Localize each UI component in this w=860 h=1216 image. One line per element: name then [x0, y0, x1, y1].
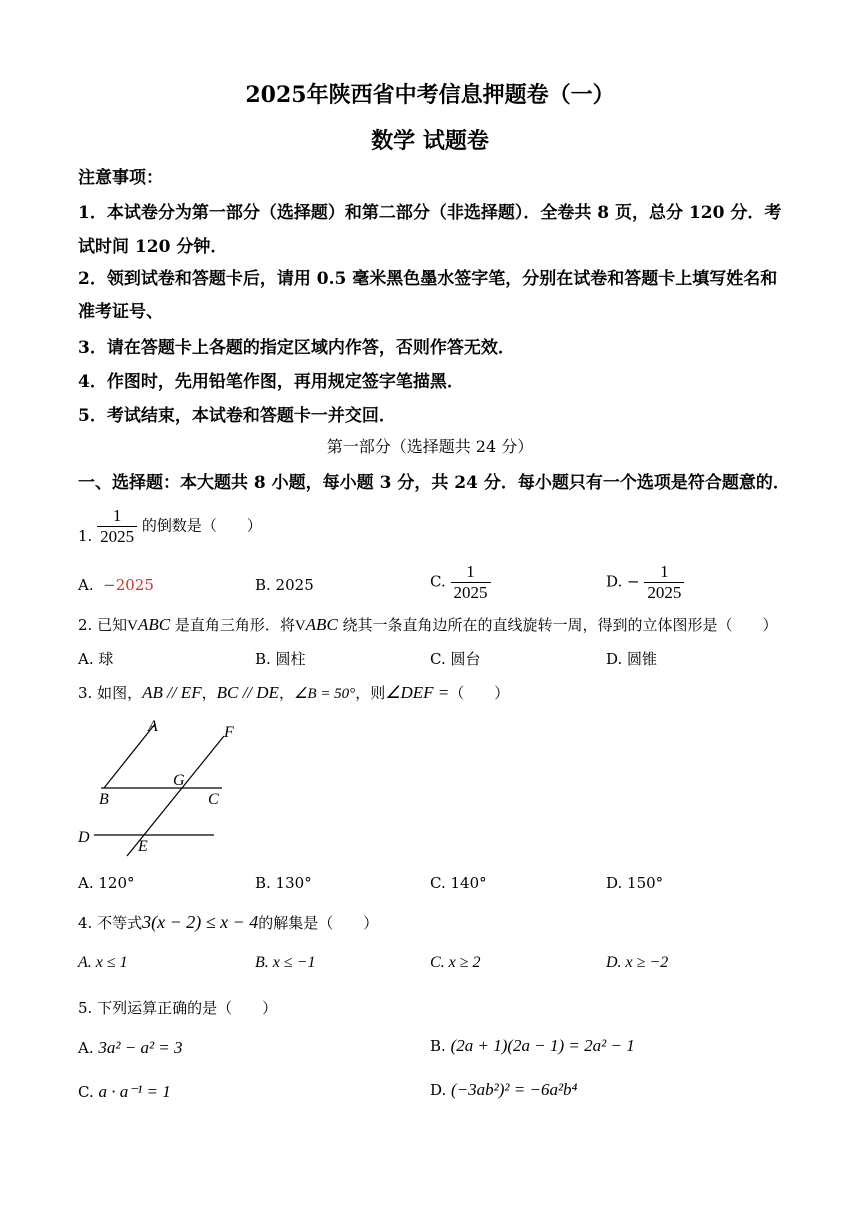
page-subtitle: 数学 试题卷 — [371, 128, 489, 154]
point-d-label: D — [78, 829, 90, 846]
notice-item-2-line-1: 2．领到试卷和答题卡后，请用 0.5 毫米黑色墨水签字笔，分别在试卷和答题卡上填写姓名和 — [78, 269, 778, 289]
q5-option-a-label: A. — [78, 1039, 99, 1057]
question-2-stem-a: 2. 已知 — [78, 616, 128, 634]
q3-option-b: B. 130° — [255, 874, 312, 892]
triangle-name: ABC — [305, 615, 338, 634]
q1-option-d-denominator: 2025 — [644, 582, 684, 603]
q1-option-a-label: A. — [78, 576, 94, 594]
q2-option-c: C. 圆台 — [430, 650, 481, 668]
q3-option-a: A. 120° — [78, 874, 135, 892]
condition-parallel-ab-ef: AB // EF — [142, 683, 202, 702]
q1-option-c-denominator: 2025 — [451, 582, 491, 603]
part1-heading: 第一部分（选择题共 24 分） — [326, 437, 534, 456]
asked-angle-def: ∠DEF = — [385, 683, 450, 702]
q5-option-c-label: C. — [78, 1083, 99, 1101]
question-2-stem-b: 是直角三角形．将 — [170, 616, 295, 634]
q3-option-d: D. 150° — [606, 874, 664, 892]
q1-option-c-label: C. — [430, 572, 446, 591]
q4-option-b: B. x ≤ −1 — [255, 954, 316, 971]
section-heading: 一、选择题：本大题共 8 小题，每小题 3 分，共 24 分．每小题只有一个选项是符合题意的． — [78, 473, 790, 493]
q1-option-c-numerator: 1 — [466, 562, 475, 581]
q1-option-d-label: D. — [606, 572, 623, 591]
notice-item-4: 4．作图时，先用铅笔作图，再用规定签字笔描黑． — [78, 372, 464, 392]
question-1-fraction — [97, 506, 137, 547]
notice-item-5: 5．考试结束，本试卷和答题卡一并交回． — [78, 406, 396, 426]
question-1 — [78, 506, 262, 547]
question-4-stem-a: 4. 不等式 — [78, 914, 143, 932]
q1-option-c-fraction — [451, 562, 491, 603]
question-1-fraction-numerator: 1 — [112, 506, 122, 525]
q5-option-c — [78, 1082, 171, 1102]
q2-option-d: D. 圆锥 — [606, 650, 658, 668]
question-3-stem-b: ，则 — [355, 684, 386, 702]
question-1-fraction-denominator: 2025 — [97, 526, 137, 547]
q5-option-b — [430, 1036, 635, 1056]
q1-option-a-value: −2025 — [103, 576, 154, 594]
question-4 — [78, 912, 378, 933]
point-g-label: G — [173, 772, 185, 789]
triangle-symbol: V — [294, 618, 306, 634]
point-b-label: B — [99, 791, 109, 808]
question-2-stem-c: 绕其一条直角边所在的直线旋转一周，得到的立体图形是（ ） — [337, 616, 778, 634]
notice-heading: 注意事项： — [78, 168, 163, 188]
separator: ， — [278, 684, 294, 702]
q4-option-d: D. x ≥ −2 — [606, 954, 669, 971]
separator: ， — [201, 684, 217, 702]
condition-parallel-bc-de: BC // DE — [216, 683, 279, 702]
question-4-stem-b: 的解集是（ ） — [258, 914, 379, 932]
q4-option-a: A. x ≤ 1 — [78, 954, 128, 971]
q1-option-a — [78, 576, 154, 594]
q1-option-d-numerator: 1 — [660, 562, 669, 581]
q5-option-a — [78, 1038, 183, 1058]
q5-option-c-expr: a · a⁻¹ = 1 — [98, 1082, 171, 1101]
point-e-label: E — [138, 838, 148, 855]
notice-item-1-line-1: 1．本试卷分为第一部分（选择题）和第二部分（非选择题）．全卷共 8 页，总分 120 分．考 — [78, 203, 782, 223]
triangle-symbol: V — [127, 618, 138, 634]
question-1-number: 1. — [78, 527, 93, 545]
question-1-stem: 的倒数是（ ） — [141, 516, 262, 535]
geometry-figure — [72, 714, 232, 864]
point-f-label: F — [224, 724, 234, 741]
q2-option-a: A. 球 — [78, 650, 114, 668]
condition-angle-b: ∠B = 50° — [293, 686, 356, 702]
q5-option-a-expr: 3a² − a² = 3 — [98, 1038, 183, 1057]
q1-option-d-fraction — [644, 562, 684, 603]
notice-item-1-line-2: 试时间 120 分钟． — [78, 237, 228, 257]
notice-item-3: 3．请在答题卡上各题的指定区域内作答，否则作答无效． — [78, 338, 515, 358]
question-2 — [78, 614, 778, 635]
question-3 — [78, 682, 509, 703]
q5-option-d-label: D. — [430, 1081, 452, 1099]
question-5: 5. 下列运算正确的是（ ） — [78, 999, 278, 1017]
q1-option-d — [606, 562, 684, 603]
question-3-stem-a: 3. 如图， — [78, 684, 143, 702]
q5-option-b-expr: (2a + 1)(2a − 1) = 2a² − 1 — [450, 1036, 635, 1055]
q1-option-b: B. 2025 — [255, 576, 314, 594]
q1-option-d-sign: − — [627, 572, 640, 591]
notice-item-2-line-2: 准考证号、 — [78, 302, 163, 322]
q4-option-c: C. x ≥ 2 — [430, 954, 481, 971]
point-a-label: A — [148, 718, 158, 735]
page-title: 2025年陕西省中考信息押题卷（一） — [245, 82, 615, 108]
q1-option-c — [430, 562, 491, 603]
q5-option-b-label: B. — [430, 1037, 451, 1055]
q3-option-c: C. 140° — [430, 874, 487, 892]
q5-option-d-expr: (−3ab²)² = −6a²b⁴ — [451, 1080, 578, 1099]
point-c-label: C — [208, 791, 219, 808]
q2-option-b: B. 圆柱 — [255, 650, 306, 668]
triangle-name: ABC — [137, 615, 171, 634]
question-3-stem-c: （ ） — [449, 684, 510, 702]
inequality: 3(x − 2) ≤ x − 4 — [142, 912, 259, 932]
q5-option-d — [430, 1080, 577, 1100]
